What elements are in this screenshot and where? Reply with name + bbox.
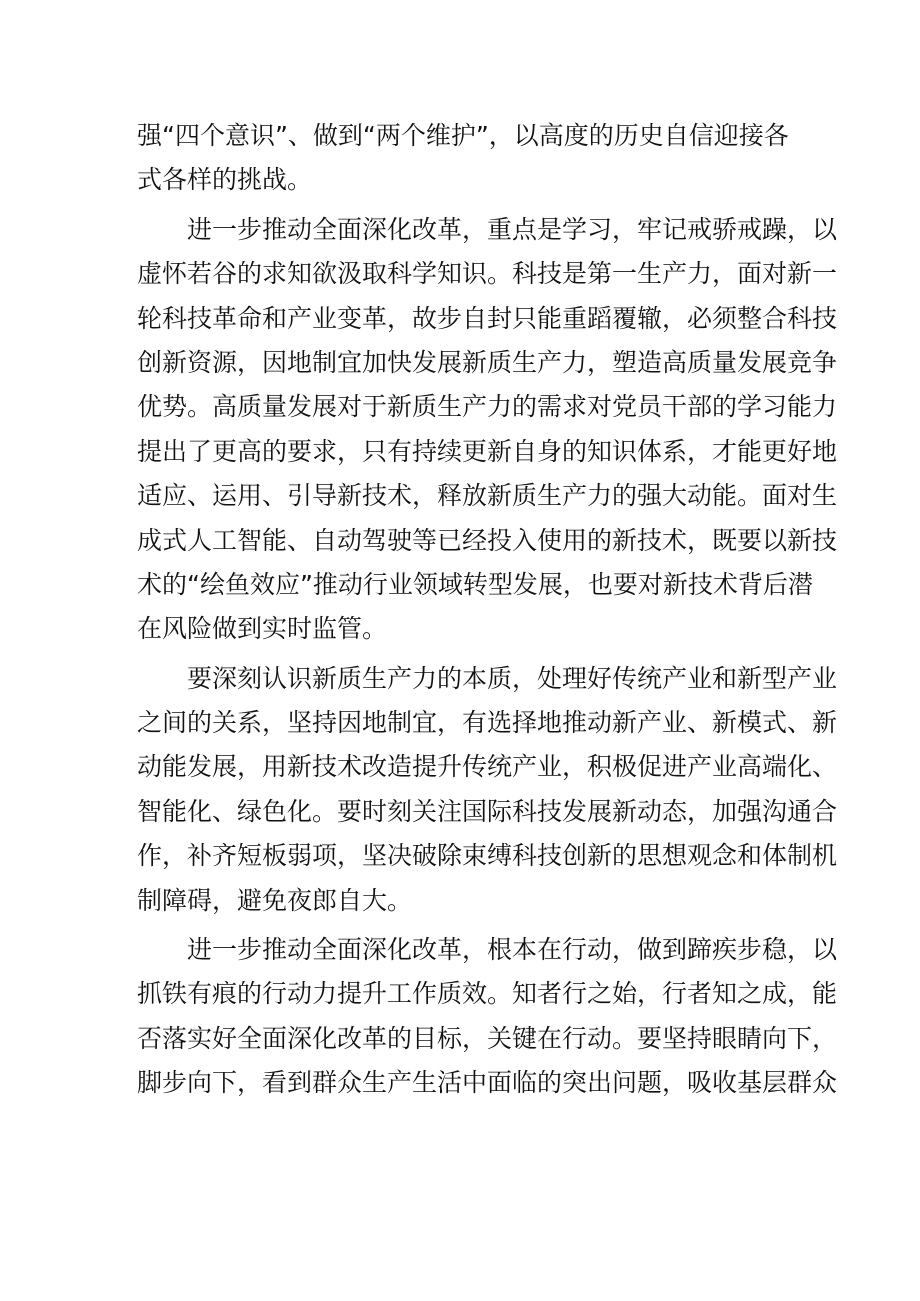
text-line: 抓铁有痕的行动力提升工作质效。知者行之始，行者知之成，能 (137, 979, 838, 1009)
text-line: 要深刻认识新质生产力的本质，处理好传统产业和新型产业 (187, 663, 838, 693)
text-line: 式各样的挑战。 (137, 165, 313, 195)
text-line: 否落实好全面深化改革的目标，关键在行动。要坚持眼睛向下， (137, 1023, 838, 1053)
text-line: 脚步向下，看到群众生产生活中面临的突出问题，吸收基层群众 (137, 1068, 838, 1098)
text-line: 适应、运用、引导新技术，释放新质生产力的强大动能。面对生 (137, 481, 838, 511)
text-line: 成式人工智能、自动驾驶等已经投入使用的新技术，既要以新技 (137, 525, 838, 555)
paragraph (137, 657, 838, 923)
text-line: 制障碍，避免夜郎自大。 (137, 885, 413, 915)
text-line: 作，补齐短板弱项，坚决破除束缚科技创新的思想观念和体制机 (137, 841, 838, 871)
paragraph (137, 208, 838, 652)
text-line: 虚怀若谷的求知欲汲取科学知识。科技是第一生产力，面对新一 (137, 259, 838, 289)
text-line: 之间的关系，坚持因地制宜，有选择地推动新产业、新模式、新 (137, 708, 838, 738)
text-line: 进一步推动全面深化改革，根本在行动，做到蹄疾步稳，以 (187, 935, 838, 965)
text-line: 智能化、绿色化。要时刻关注国际科技发展新动态，加强沟通合 (137, 796, 838, 826)
text-line: 进一步推动全面深化改革，重点是学习，牢记戒骄戒躁，以 (187, 214, 838, 244)
document-body (137, 114, 838, 1111)
text-line: 强“四个意识”、做到“两个维护”，以高度的历史自信迎接各 (137, 121, 789, 150)
text-line: 创新资源，因地制宜加快发展新质生产力，塑造高质量发展竞争 (137, 347, 838, 377)
paragraph (137, 114, 789, 203)
text-line: 动能发展，用新技术改造提升传统产业，积极促进产业高端化、 (137, 752, 838, 782)
text-line: 在风险做到实时监管。 (137, 614, 388, 644)
text-line: 提出了更高的要求，只有持续更新自身的知识体系，才能更好地 (137, 436, 838, 466)
text-line: 优势。高质量发展对于新质生产力的需求对党员干部的学习能力 (137, 392, 838, 422)
text-line: 轮科技革命和产业变革，故步自封只能重蹈覆辙，必须整合科技 (137, 303, 838, 333)
paragraph (137, 928, 838, 1106)
text-line: 术的“绘鱼效应”推动行业领域转型发展，也要对新技术背后潜 (137, 569, 813, 599)
